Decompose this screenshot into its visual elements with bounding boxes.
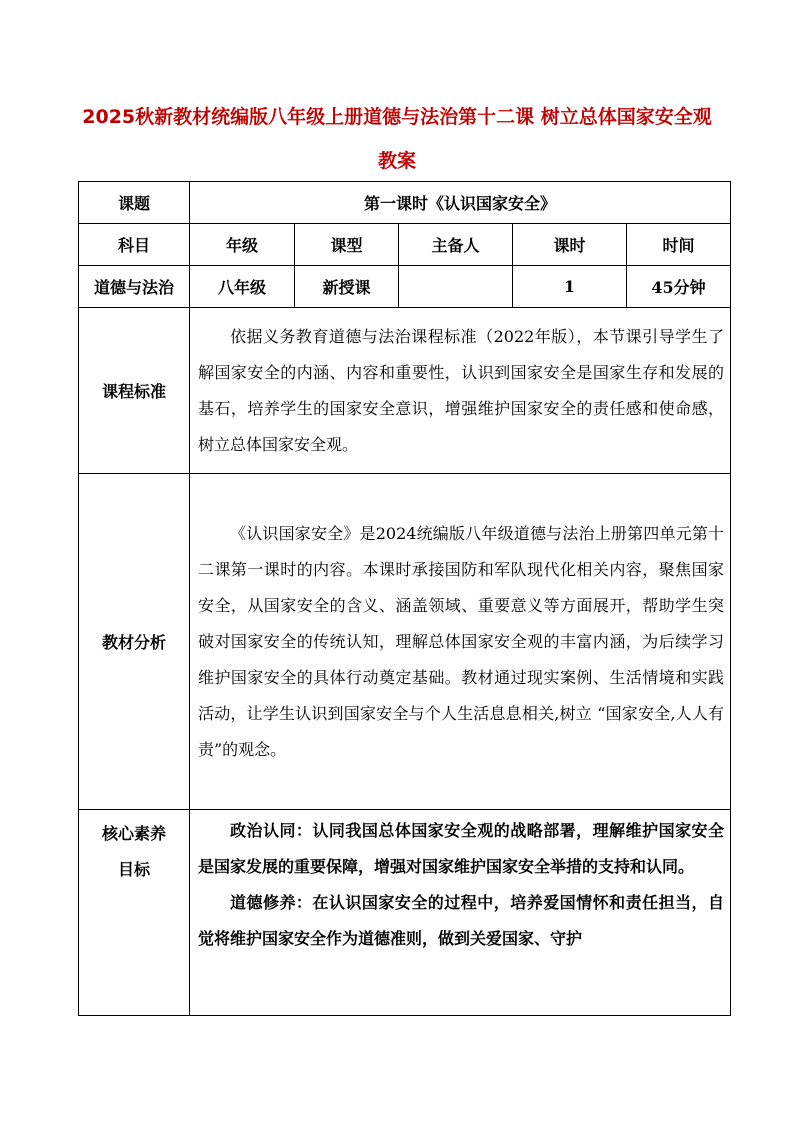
header-cell-grade: 年级 [190,224,295,266]
value-cell-time: 45分钟 [627,266,731,308]
core-label-line2: 目标 [117,860,150,879]
topic-label: 课题 [79,182,190,224]
standard-label: 课程标准 [79,308,190,474]
analysis-text: 《认识国家安全》是2024统编版八年级道德与法治上册第四单元第十二课第一课时的内容。本课时承接国防和军队现代化相关内容，聚焦国家安全，从国家安全的含义、涵盖领域、重要意义等方面展开，帮助学生突破对国家安全的传统认知，理解总体国家安全观的丰富内涵，为后续学习维护国家安全的具体行动奠定基础。教材通过现实案例、生活情境和实践活动，让学生认识到国家安全与个人生活息息相关,树立 “国家安全,人人有责”的观念。 [190,474,731,810]
value-cell-subject: 道德与法治 [79,266,190,308]
analysis-row [79,474,731,810]
header-cell-preparer: 主备人 [399,224,513,266]
analysis-label: 教材分析 [79,474,190,810]
header-cell-type: 课型 [295,224,399,266]
header-cell-period: 课时 [513,224,627,266]
document-title: 2025秋新教材统编版八年级上册道德与法治第十二课 树立总体国家安全观 [82,106,712,128]
document-title-line2: 教案 [377,150,416,172]
standard-text: 依据义务教育道德与法治课程标准（2022年版），本节课引导学生了解国家安全的内涵、内容和重要性，认识到国家安全是国家生存和发展的基石，培养学生的国家安全意识，增强维护国家安全的责任感和使命感，树立总体国家安全观。 [190,308,731,474]
header-row [79,224,731,266]
value-cell-period: 1 [513,266,627,308]
core-label-cell [79,810,190,1016]
core-text [190,810,731,1016]
header-cell-subject: 科目 [79,224,190,266]
core-paragraph-political: 政治认同：认同我国总体国家安全观的战略部署，理解维护国家安全是国家发展的重要保障，增强对国家维护国家安全举措的支持和认同。 [198,821,725,876]
core-paragraph-moral: 道德修养：在认识国家安全的过程中，培养爱国情怀和责任担当，自觉将维护国家安全作为道德准则，做到关爱国家、守护 [198,893,725,948]
topic-row [79,182,731,224]
value-cell-type: 新授课 [295,266,399,308]
header-cell-time: 时间 [627,224,731,266]
value-row [79,266,731,308]
core-row [79,810,731,1016]
value-cell-preparer [399,266,513,308]
core-label-line1: 核心素养 [101,824,166,843]
lesson-plan-table [78,181,731,1016]
topic-value: 第一课时《认识国家安全》 [190,182,731,224]
standard-row [79,308,731,474]
value-cell-grade: 八年级 [190,266,295,308]
